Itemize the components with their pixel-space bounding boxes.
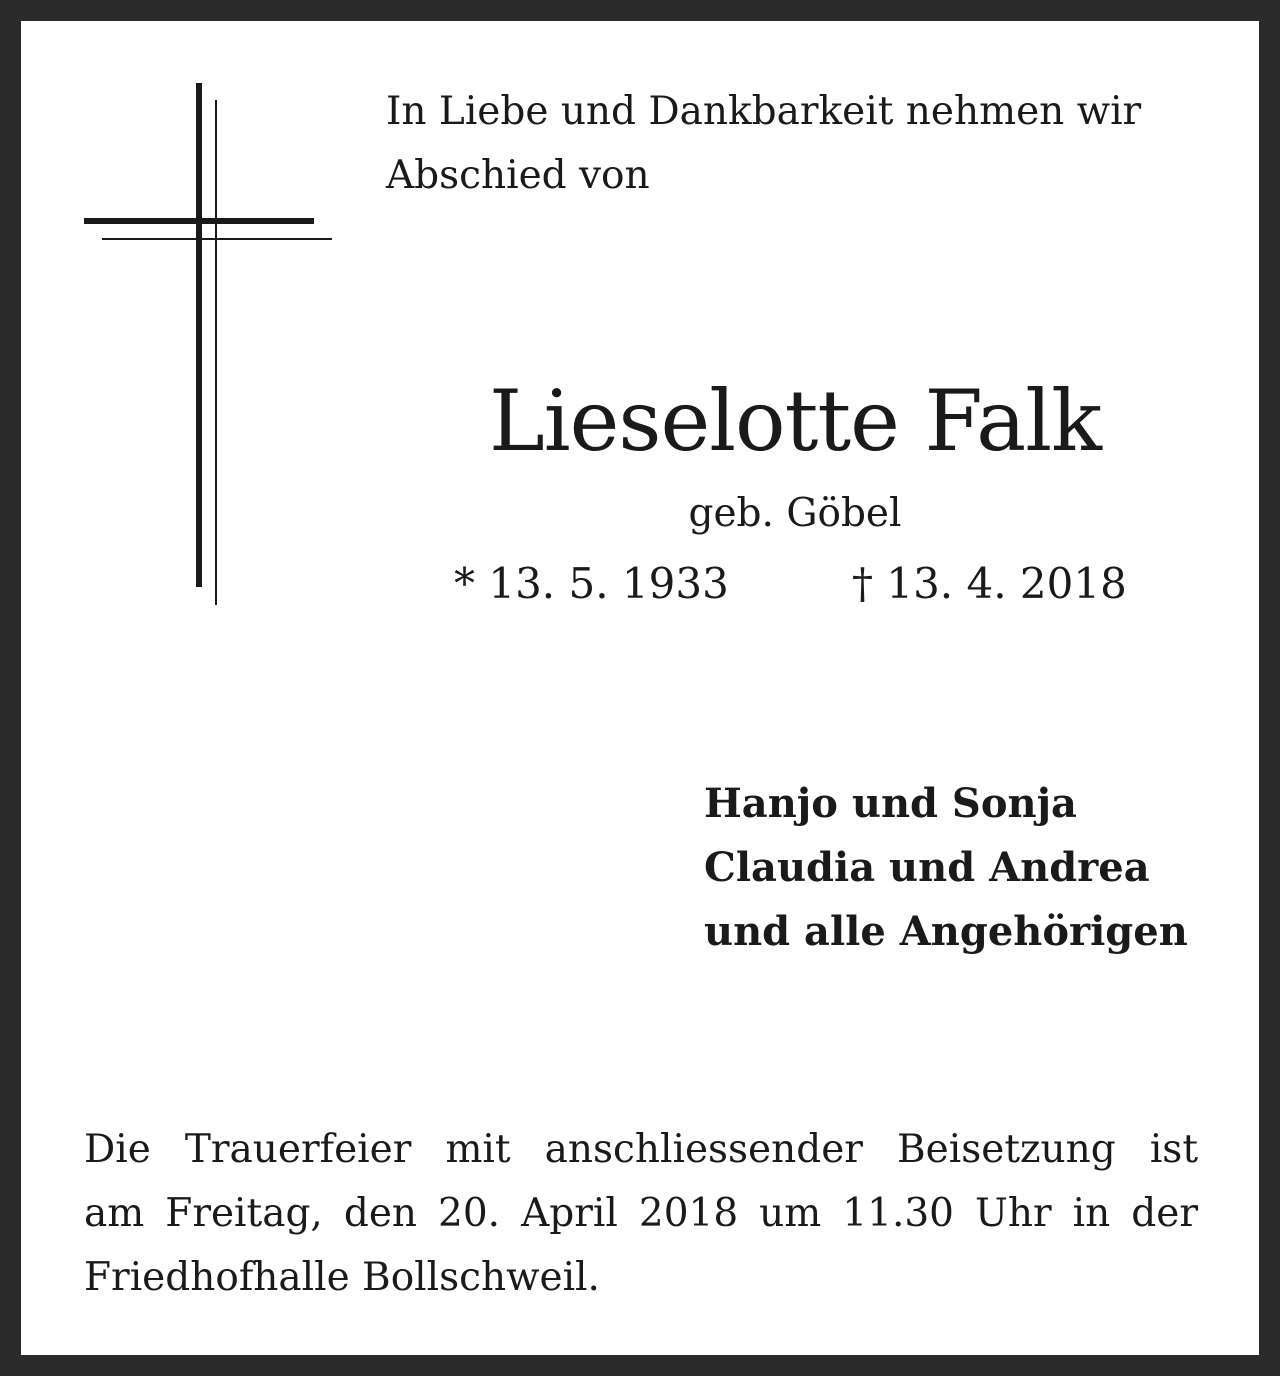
family-line: Hanjo und Sonja [704,780,1077,827]
intro-line: Abschied von [386,153,650,198]
service-line: am Freitag, den 20. April 2018 um 11.30 Uhr in der [84,1191,1198,1236]
intro-line: In Liebe und Dankbarkeit nehmen wir [386,89,1142,134]
family-line: und alle Angehörigen [704,908,1188,955]
service-details [84,1118,1198,1310]
intro-text [386,80,1206,208]
maiden-name: geb. Göbel [688,491,902,536]
family-line: Claudia und Andrea [704,844,1150,891]
service-line: Die Trauerfeier mit anschliessender Beisetzung ist [84,1127,1198,1172]
birth-date: * 13. 5. 1933 [454,559,729,608]
deceased-name: Lieselotte Falk [489,372,1101,470]
family-signature [704,772,1188,964]
service-line: Friedhofhalle Bollschweil. [84,1255,600,1300]
death-date: † 13. 4. 2018 [852,559,1127,608]
